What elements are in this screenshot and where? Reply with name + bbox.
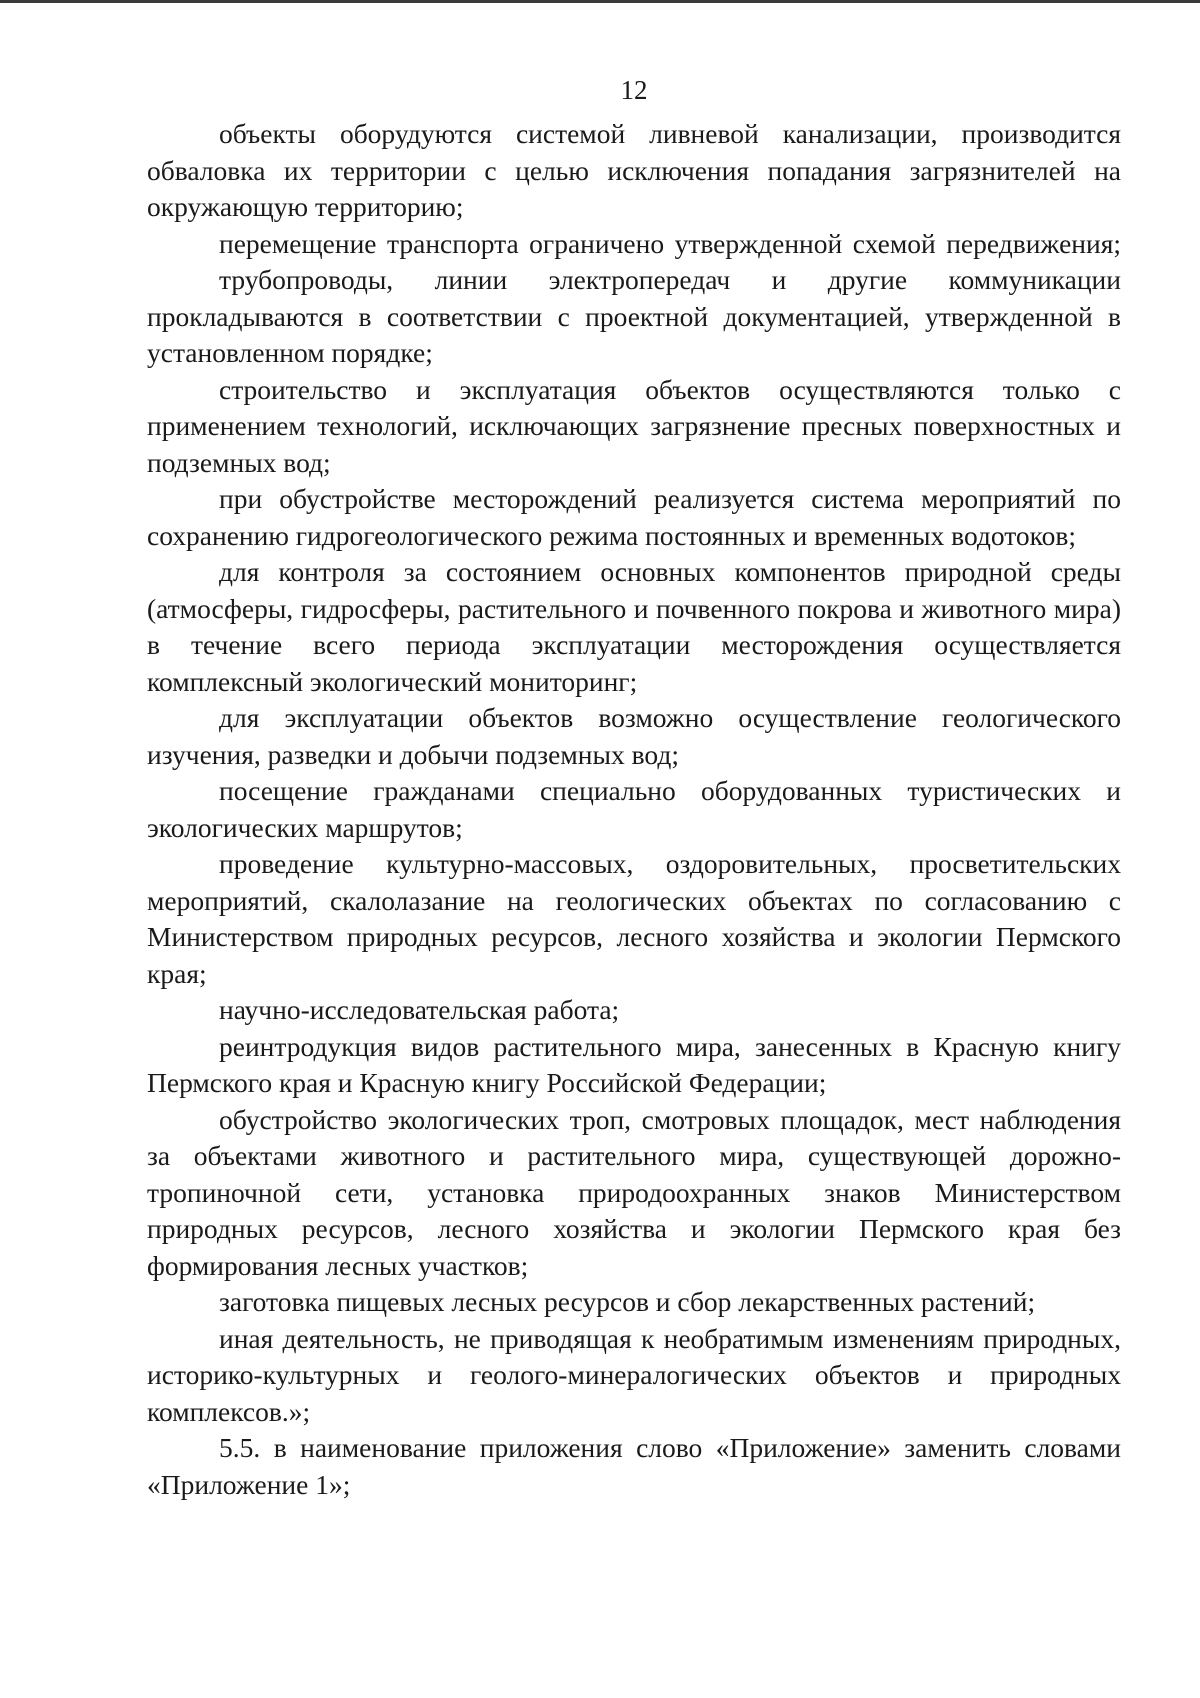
paragraph-harvesting: заготовка пищевых лесных ресурсов и сбор лекарственных растений;: [219, 1286, 1036, 1317]
paragraph-reintroduction: реинтродукция видов растительного мира, занесенных в Красную книгу Пермского края и Красную книгу Российской Федерации;: [147, 1030, 1121, 1098]
paragraph-construction: строительство и эксплуатация объектов осуществляются только с применением технологий, исключающих загрязнение пресных поверхностных и подземных вод;: [147, 373, 1121, 478]
page-number: 12: [620, 75, 648, 105]
paragraph-research: научно-исследовательская работа;: [219, 994, 620, 1025]
document-body: [147, 116, 1121, 1503]
paragraph-events: проведение культурно-массовых, оздоровительных, просветительских мероприятий, скалолазание на геологических объектах по согласованию с Министерством природных ресурсов, лесного хозяйства и экологии Пермского края;: [147, 848, 1121, 989]
paragraph-eco-trails: обустройство экологических троп, смотровых площадок, мест наблюдения за объектами животного и растительного мира, существующей дорожно-тропиночной сети, установка природоохранных знаков Министерством природных ресурсов, лесного хозяйства и экологии Пермского края без формирования лесных участков;: [147, 1103, 1121, 1281]
paragraph-monitoring: для контроля за состоянием основных компонентов природной среды (атмосферы, гидросферы, растительного и почвенного покрова и животного мира) в течение всего периода эксплуатации месторождения осуществляется комплексный экологический мониторинг;: [147, 556, 1121, 697]
paragraph-stormwater: объекты оборудуются системой ливневой канализации, производится обваловка их территории с целью исключения попадания загрязнителей на окружающую территорию;: [147, 118, 1121, 222]
paragraph-hydrogeology: при обустройстве месторождений реализуется система мероприятий по сохранению гидрогеологического режима постоянных и временных водотоков;: [147, 483, 1121, 551]
paragraph-pipelines: трубопроводы, линии электропередач и другие коммуникации прокладываются в соответствии с проектной документацией, утвержденной в установленном порядке;: [147, 264, 1121, 368]
paragraph-transport: перемещение транспорта ограничено утвержденной схемой передвижения;: [219, 227, 1121, 259]
paragraph-other-activity: иная деятельность, не приводящая к необратимым изменениям природных, историко-культурных и геолого-минералогических объектов и природных комплексов.»;: [147, 1322, 1121, 1427]
scan-top-border: [0, 0, 1200, 3]
paragraph-groundwater: для эксплуатации объектов возможно осуществление геологического изучения, разведки и добычи подземных вод;: [147, 702, 1121, 770]
paragraph-appendix-rename: 5.5. в наименование приложения слово «Приложение» заменить словами «Приложение 1»;: [147, 1432, 1121, 1500]
paragraph-tourism: посещение гражданами специально оборудованных туристических и экологических маршрутов;: [147, 775, 1121, 843]
